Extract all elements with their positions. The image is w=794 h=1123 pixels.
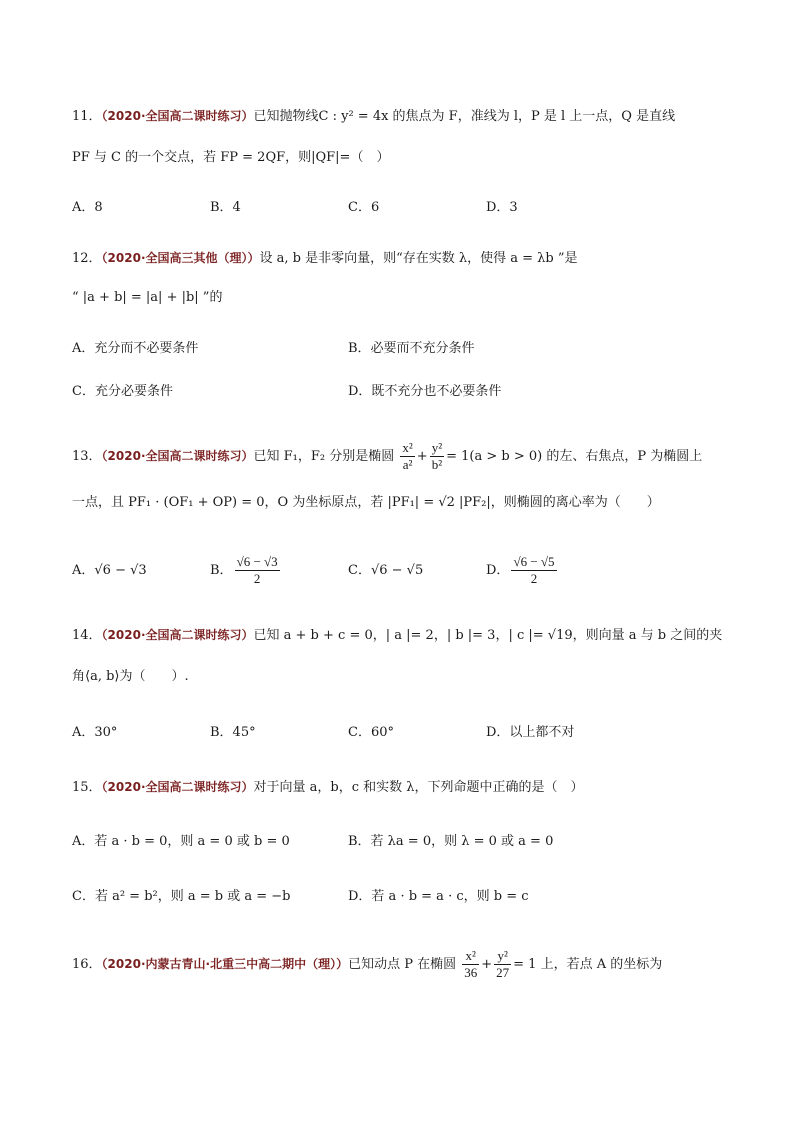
q13-stem-post: = 1(a > b > 0) 的左、右焦点，P 为椭圆上: [446, 449, 703, 464]
q13-ellipse-x-fraction: $\frac{\text{x²}}{\text{a²}}$: [402, 440, 413, 472]
q16-line1: 16．（2020·内蒙古青山·北重三中高二期中（理））已知动点 P 在椭圆 $\frac{\text{x²}}{36}$ + $\frac{\text{y²}}{27}$ = 1 上，若点 A 的坐标为: [72, 948, 663, 980]
q13-option-a: A．√6 − √3: [72, 563, 147, 578]
q15-stem: 对于向量 a，b，c 和实数 λ，下列命题中正确的是（ ）: [253, 780, 584, 795]
q12-number: 12．: [72, 251, 102, 266]
q13-stem-pre: 已知 F₁，F₂ 分别是椭圆: [253, 449, 395, 464]
q16-number: 16．: [72, 957, 102, 972]
q16-ellipse-y-fraction: $\frac{\text{y²}}{27}$: [496, 948, 510, 980]
q11-line2: [72, 148, 389, 168]
q12-option-d: D．既不充分也不必要条件: [348, 384, 502, 399]
q11-option-d: D．3: [486, 200, 518, 215]
q14-stem-part1: 已知 a + b + c = 0，| a |= 2，| b |= 3，| c |= √19，则向量 a 与 b 之间的夹: [253, 628, 723, 643]
q14-option-b: B．45°: [210, 725, 256, 740]
q14-source: （2020·全国高二课时练习）: [101, 628, 254, 642]
q12-option-b: B．必要而不充分条件: [348, 341, 475, 356]
q11-source: （2020·全国高二课时练习）: [101, 109, 254, 123]
q12-line2: [72, 288, 222, 308]
q11-line1: [72, 106, 675, 127]
q14-option-a: A．30°: [72, 725, 118, 740]
q11-stem-part1: 已知抛物线C : y² = 4x 的焦点为 F，准线为 l，P 是 l 上一点，Q 是直线: [253, 109, 676, 124]
q13-line1: 13．（2020·全国高二课时练习）已知 F₁，F₂ 分别是椭圆 $\frac{\text{x²}}{\text{a²}}$ + $\frac{\text{y²}}{\text{b²}}$ = 1(a > b > 0) 的左、右焦点，P 为椭圆上: [72, 440, 703, 472]
q16-source: （2020·内蒙古青山·北重三中高二期中（理））: [101, 957, 349, 971]
q13-option-b-fraction: $\frac{√6 - √3}{2}$: [236, 554, 278, 586]
q12-option-a: A．充分而不必要条件: [72, 341, 199, 356]
q13-option-d: D． $\frac{√6 - √5}{2}$: [486, 554, 555, 586]
q12-option-c: C．充分必要条件: [72, 384, 173, 399]
q12-stem-part1: 设 a, b 是非零向量，则“存在实数 λ，使得 a = λb ”是: [259, 251, 578, 266]
q11-option-c: C．6: [348, 200, 380, 215]
q16-stem-post: = 1 上，若点 A 的坐标为: [513, 957, 663, 972]
q12-source: （2020·全国高三其他（理））: [101, 251, 260, 265]
q14-option-d: D．以上都不对: [486, 725, 575, 740]
q11-stem-part2: PF 与 C 的一个交点，若 FP = 2QF，则|QF|=（ ）: [72, 150, 390, 165]
q12-stem-part2: “ |a + b| = |a| + |b| ”的: [72, 290, 223, 305]
q13-stem-part2: 一点，且 PF₁ · (OF₁ + OP) = 0，O 为坐标原点，若 |PF₁| = √2 |PF₂|，则椭圆的离心率为（ ）: [72, 495, 660, 510]
q15-option-b: B．若 λa = 0，则 λ = 0 或 a = 0: [348, 834, 554, 849]
q16-stem-pre: 已知动点 P 在椭圆: [348, 957, 457, 972]
q13-ellipse-y-fraction: $\frac{\text{y²}}{\text{b²}}$: [431, 440, 443, 472]
q13-source: （2020·全国高二课时练习）: [101, 449, 254, 463]
q12-line1: [72, 248, 578, 269]
q15-option-d: D．若 a · b = a · c，则 b = c: [348, 889, 529, 904]
q14-line1: [72, 625, 722, 646]
q14-number: 14．: [72, 628, 102, 643]
q13-option-d-fraction: $\frac{√6 - √5}{2}$: [513, 554, 555, 586]
q16-ellipse-x-fraction: $\frac{\text{x²}}{36}$: [464, 948, 478, 980]
q14-stem-part2: 角⟨a, b⟩为（ ）.: [72, 669, 189, 684]
q13-line2: [72, 493, 660, 513]
q13-option-c: C．√6 − √5: [348, 563, 424, 578]
q13-option-b: B． $\frac{√6 - √3}{2}$: [210, 554, 278, 586]
q15-option-c: C．若 a² = b²，则 a = b 或 a = −b: [72, 889, 291, 904]
q14-option-c: C．60°: [348, 725, 394, 740]
q15-line1: [72, 777, 584, 798]
q15-number: 15．: [72, 780, 102, 795]
q13-number: 13．: [72, 449, 102, 464]
q14-line2: [72, 667, 189, 687]
q11-option-a: A．8: [72, 200, 103, 215]
q11-option-b: B．4: [210, 200, 241, 215]
q15-source: （2020·全国高二课时练习）: [101, 780, 254, 794]
q15-option-a: A．若 a · b = 0，则 a = 0 或 b = 0: [72, 834, 290, 849]
q11-number: 11．: [72, 109, 102, 124]
